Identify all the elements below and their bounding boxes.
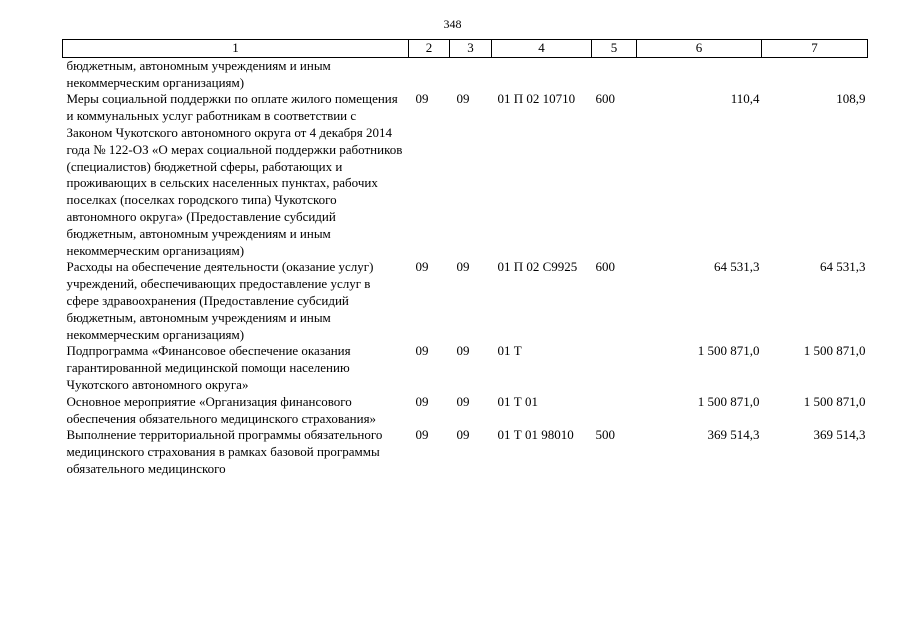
table-row [63, 394, 868, 428]
row-name: Основное мероприятие «Организация финансового обеспечения обязательного медицинского страхования» [66, 393, 377, 426]
row-target-code: 01 Т [497, 343, 522, 359]
row-subsection: 09 [456, 393, 470, 409]
row-target-code: 01 Т 01 98010 [497, 427, 574, 443]
column-header-5: 5 [592, 40, 637, 58]
row-name: Меры социальной поддержки по оплате жилого помещения и коммунальных услуг работникам в соответствии с Законом Чукотского автономного округа от 4 декабря 2014 года № 122-ОЗ «О мерах социальной поддержки работников (специалистов) бюджетной сферы, работающих и проживающих в сельских населенных пунктах, рабочих поселках (поселках городского типа) Чукотского автономного округа» (Предоставление субсидий бюджетным, автономным учреждениям и иным некоммерческим организациям) [66, 91, 403, 258]
row-target-code: 01 Т 01 [497, 393, 538, 409]
row-section: 09 [415, 91, 429, 107]
row-subsection: 09 [456, 427, 470, 443]
row-subsection [450, 57, 492, 91]
row-section: 09 [415, 427, 429, 443]
budget-table [62, 39, 868, 478]
table-row [63, 259, 868, 343]
row-amount-1 [637, 57, 762, 91]
table-row [63, 91, 868, 259]
row-section: 09 [415, 259, 429, 275]
row-amount-2: 1 500 871,0 [803, 343, 866, 359]
table-row [63, 57, 868, 91]
table-row [63, 427, 868, 477]
row-amount-2: 64 531,3 [820, 259, 866, 275]
header-row [63, 40, 868, 58]
row-target-code: 01 П 02 10710 [497, 91, 576, 107]
column-header-3: 3 [450, 40, 492, 58]
row-amount-1: 1 500 871,0 [697, 343, 760, 359]
column-header-6: 6 [637, 40, 762, 58]
row-amount-1: 64 531,3 [714, 259, 760, 275]
row-amount-2: 369 514,3 [813, 427, 866, 443]
row-amount-1: 369 514,3 [707, 427, 760, 443]
column-header-7: 7 [762, 40, 868, 58]
row-amount-1: 1 500 871,0 [697, 393, 760, 409]
row-expense-type: 500 [595, 427, 615, 443]
row-subsection: 09 [456, 343, 470, 359]
row-name: бюджетным, автономным учреждениям и иным некоммерческим организациям) [66, 57, 331, 90]
row-name: Расходы на обеспечение деятельности (оказание услуг) учреждений, обеспечивающих предоставление услуг в сфере здравоохранения (Предоставление субсидий бюджетным, автономным учреждениям и иным некоммерческим организациям) [66, 259, 374, 342]
row-subsection: 09 [456, 91, 470, 107]
row-expense-type [592, 57, 637, 91]
row-expense-type: 600 [595, 91, 615, 107]
row-section: 09 [415, 393, 429, 409]
column-header-4: 4 [492, 40, 592, 58]
table-row [63, 343, 868, 393]
row-amount-2: 108,9 [836, 91, 866, 107]
row-expense-type [592, 343, 637, 393]
row-section [409, 57, 450, 91]
row-subsection: 09 [456, 259, 470, 275]
row-amount-2: 1 500 871,0 [803, 393, 866, 409]
column-header-2: 2 [409, 40, 450, 58]
page-number: 348 [443, 17, 462, 31]
row-target-code [492, 57, 592, 91]
row-target-code: 01 П 02 С9925 [497, 259, 578, 275]
row-amount-2 [762, 57, 868, 91]
row-section: 09 [415, 343, 429, 359]
column-header-1: 1 [63, 40, 409, 58]
row-expense-type [592, 394, 637, 428]
row-expense-type: 600 [595, 259, 615, 275]
row-name: Подпрограмма «Финансовое обеспечение оказания гарантированной медицинской помощи населению Чукотского автономного округа» [66, 343, 351, 392]
row-name: Выполнение территориальной программы обязательного медицинского страхования в рамках базовой программы обязательного медицинского [66, 427, 383, 476]
row-amount-1: 110,4 [730, 91, 760, 107]
